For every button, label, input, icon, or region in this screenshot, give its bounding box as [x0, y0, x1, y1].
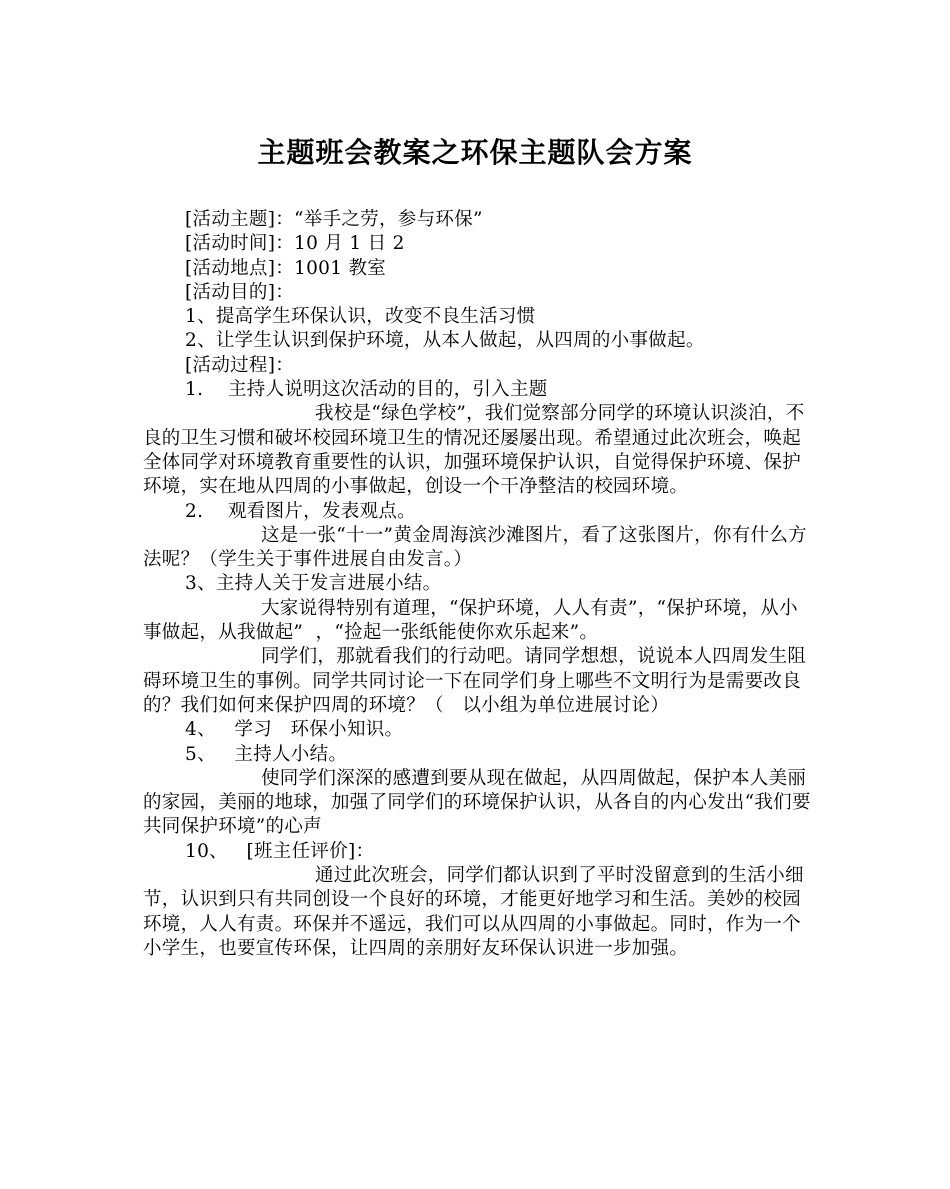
paragraph: [活动时间]：10 月 1 日 2	[185, 233, 405, 255]
paragraph: 3、主持人关于发言进展小结。	[185, 573, 442, 595]
paragraph: 通过此次班会，同学们都认识到了平时没留意到的生活小细节，认识到只有共同创设一个良好的环境，才能更好地学习和生活。美妙的校园环境，人人有责。环保并不遥远，我们可以从四周的小事做起。同时，作为一个小学生，也要宣传环保，让四周的亲朋好友环保认识进一步加强。	[143, 865, 804, 959]
paragraph: 1. 主持人说明这次活动的目的，引入主题	[185, 379, 548, 401]
paragraph: 1、提高学生环保认识，改变不良生活习惯	[185, 306, 536, 328]
paragraph: 5、 主持人小结。	[185, 743, 348, 765]
paragraph: 这是一张“十一”黄金周海滨沙滩图片，看了这张图片，你有什么方法呢？（学生关于事件进展自由发言。）	[143, 524, 807, 571]
paragraph: [活动地点]：1001 教室	[185, 257, 387, 279]
paragraph: 我校是“绿色学校”，我们觉察部分同学的环境认识淡泊，不良的卫生习惯和破坏校园环境卫生的情况还屡屡出现。希望通过此次班会，唤起全体同学对环境教育重要性的认识，加强环境保护认识，自觉得保护环境、保护环境，实在地从四周的小事做起，创设一个干净整洁的校园环境。	[143, 403, 805, 498]
paragraph: 同学们，那就看我们的行动吧。请同学想想，说说本人四周发生阻碍环境卫生的事例。同学共同讨论一下在同学们身上哪些不文明行为是需要改良的？我们如何来保护四周的环境？（ 以小组为单位进展讨论）	[143, 646, 807, 716]
paragraph: 大家说得特别有道理，“保护环境，人人有责”，“保护环境，从小事做起，从我做起” ，“捡起一张纸能使你欢乐起来”。	[143, 597, 798, 644]
paragraph: 4、 学习 环保小知识。	[185, 719, 404, 741]
document-title: 主题班会教案之环保主题队会方案	[257, 136, 693, 169]
paragraph: 2、让学生认识到保护环境，从本人做起，从四周的小事做起。	[185, 330, 705, 352]
paragraph: [活动过程]：	[185, 354, 295, 376]
paragraph: 2. 观看图片，发表观点。	[185, 500, 416, 522]
paragraph: [活动目的]：	[185, 281, 295, 303]
paragraph: 使同学们深深的感遭到要从现在做起，从四周做起，保护本人美丽的家园，美丽的地球，加强了同学们的环境保护认识，从各自的内心发出“我们要共同保护环境”的心声	[143, 767, 811, 838]
paragraph: [活动主题]：“举手之劳，参与环保”	[185, 209, 483, 230]
paragraph: 10、 [班主任评价]：	[185, 840, 375, 862]
document-body	[143, 208, 813, 961]
